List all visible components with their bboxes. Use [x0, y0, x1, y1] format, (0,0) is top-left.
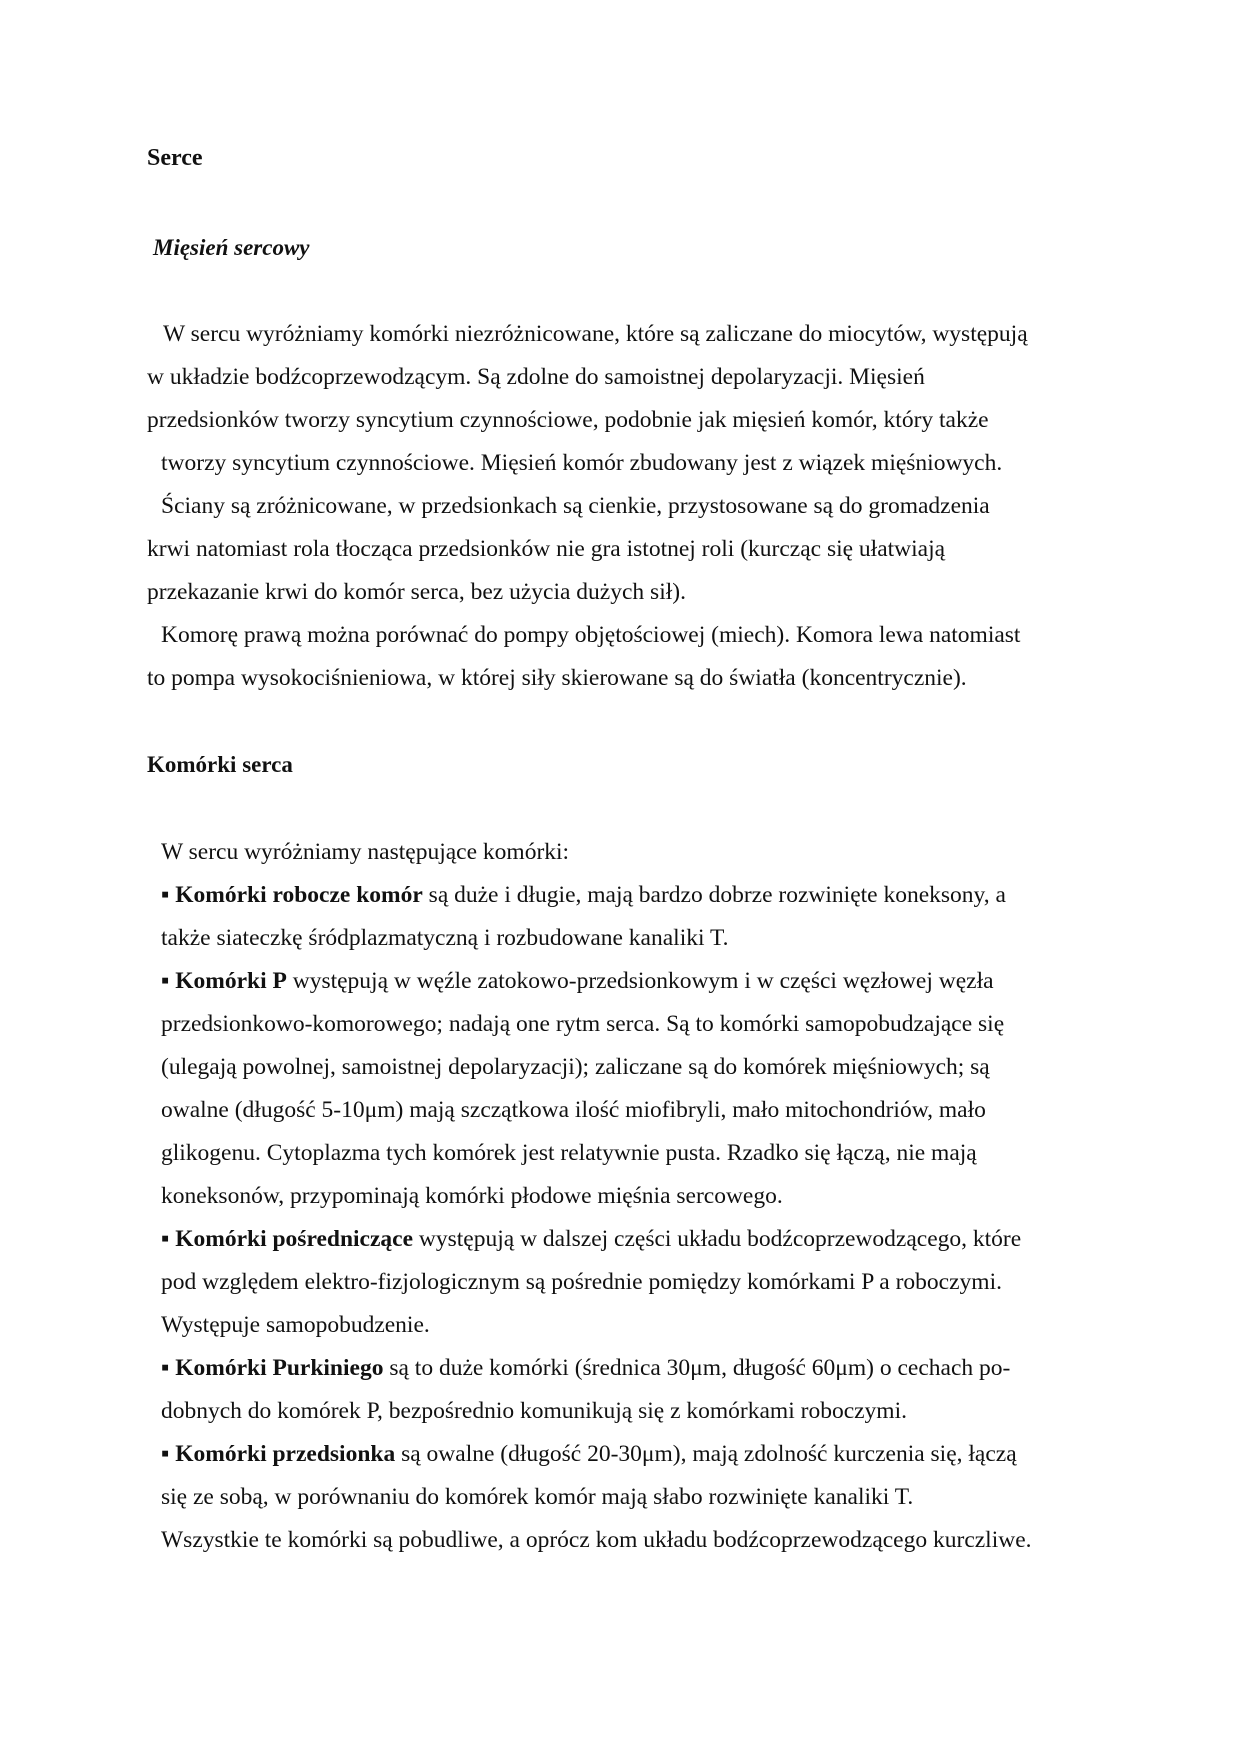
- bullet-marker: ▪: [161, 1226, 170, 1252]
- bullet-term: Komórki P: [175, 968, 287, 994]
- bullet-text: są duże i długie, mają bardzo dobrze rozwinięte koneksony, a: [422, 882, 1006, 908]
- list-item-posredniczace: [161, 1228, 1021, 1252]
- paragraph-line: tworzy syncytium czynnościowe. Mięsień komór zbudowany jest z wiązek mięśniowych.: [161, 450, 1003, 476]
- bullet-marker: ▪: [161, 1441, 170, 1467]
- list-item-continuation: pod względem elektro-fizjologicznym są pośrednie pomiędzy komórkami P a roboczymi.: [161, 1269, 1002, 1295]
- bullet-marker: ▪: [161, 882, 170, 908]
- paragraph-line: W sercu wyróżniamy komórki niezróżnicowane, które są zaliczane do miocytów, występują: [163, 321, 1028, 347]
- list-item-continuation: przedsionkowo-komorowego; nadają one rytm serca. Są to komórki samopobudzające się: [161, 1011, 1005, 1037]
- section-heading-miesien-sercowy: Mięsień sercowy: [153, 235, 310, 260]
- paragraph-line: Komorę prawą można porównać do pompy objętościowej (miech). Komora lewa natomiast: [161, 622, 1021, 648]
- bullet-text: są to duże komórki (średnica 30μm, długość 60μm) o cechach po-: [383, 1355, 1011, 1381]
- list-item-purkiniego: [161, 1357, 1010, 1381]
- list-item-continuation: się ze sobą, w porównaniu do komórek komór mają słabo rozwinięte kanaliki T.: [161, 1484, 914, 1510]
- section-heading-komorki-serca: Komórki serca: [147, 752, 293, 777]
- list-item-continuation: koneksonów, przypominają komórki płodowe mięśnia sercowego.: [161, 1183, 783, 1209]
- paragraph-line: Ściany są zróżnicowane, w przedsionkach są cienkie, przystosowane są do gromadzenia: [161, 493, 990, 519]
- closing-line: Wszystkie te komórki są pobudliwe, a oprócz kom układu bodźcoprzewodzącego kurczliwe.: [161, 1527, 1032, 1553]
- bullet-text: występują w węźle zatokowo-przedsionkowym i w części węzłowej węzła: [286, 968, 994, 994]
- bullet-text: występują w dalszej części układu bodźcoprzewodzącego, które: [413, 1226, 1022, 1252]
- list-item-continuation: dobnych do komórek P, bezpośrednio komunikują się z komórkami roboczymi.: [161, 1398, 907, 1424]
- intro-line: W sercu wyróżniamy następujące komórki:: [161, 839, 570, 865]
- list-item-continuation: (ulegają powolnej, samoistnej depolaryzacji); zaliczane są do komórek mięśniowych; są: [161, 1054, 990, 1080]
- bullet-term: Komórki pośredniczące: [175, 1226, 414, 1252]
- paragraph-line: to pompa wysokociśnieniowa, w której siły skierowane są do światła (koncentrycznie).: [147, 665, 967, 691]
- bullet-term: Komórki przedsionka: [175, 1441, 396, 1467]
- list-item-p: [161, 970, 994, 994]
- bullet-text: są owalne (długość 20-30μm), mają zdolność kurczenia się, łączą: [395, 1441, 1017, 1467]
- document-title: Serce: [147, 145, 203, 171]
- bullet-marker: ▪: [161, 1355, 170, 1381]
- list-item-przedsionka: [161, 1443, 1017, 1467]
- list-item-continuation: Występuje samopobudzenie.: [161, 1312, 430, 1338]
- paragraph-line: przedsionków tworzy syncytium czynnościowe, podobnie jak mięsień komór, który także: [147, 407, 989, 433]
- list-item-continuation: także siateczkę śródplazmatyczną i rozbudowane kanaliki T.: [161, 925, 729, 951]
- bullet-marker: ▪: [161, 968, 170, 994]
- paragraph-line: w układzie bodźcoprzewodzącym. Są zdolne do samoistnej depolaryzacji. Mięsień: [147, 364, 925, 390]
- list-item-robocze: [161, 884, 1006, 908]
- list-item-continuation: owalne (długość 5-10μm) mają szczątkowa ilość miofibryli, mało mitochondriów, mało: [161, 1097, 986, 1123]
- paragraph-line: przekazanie krwi do komór serca, bez użycia dużych sił).: [147, 579, 686, 605]
- paragraph-line: krwi natomiast rola tłocząca przedsionków nie gra istotnej roli (kurcząc się ułatwiają: [147, 536, 946, 562]
- bullet-term: Komórki Purkiniego: [175, 1355, 384, 1381]
- list-item-continuation: glikogenu. Cytoplazma tych komórek jest relatywnie pusta. Rzadko się łączą, nie mają: [161, 1140, 977, 1166]
- bullet-term: Komórki robocze komór: [175, 882, 423, 908]
